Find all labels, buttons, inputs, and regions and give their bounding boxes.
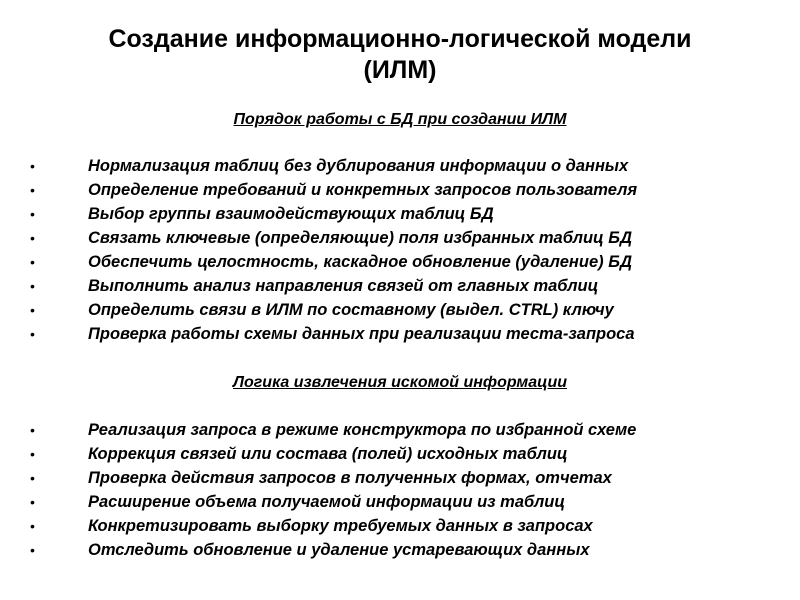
list-item — [0, 154, 800, 178]
list-item-text: Реализация запроса в режиме конструктора по избранной схеме — [88, 421, 637, 439]
section-heading-work-order: Порядок работы с БД при создании ИЛМ — [233, 111, 567, 128]
bullet-icon: • — [30, 494, 35, 510]
list-item — [0, 202, 800, 226]
list-item — [0, 298, 800, 322]
list-item — [0, 538, 800, 562]
bullet-icon: • — [30, 230, 35, 246]
list-item-text: Обеспечить целостность, каскадное обновление (удаление) БД — [88, 253, 633, 271]
bullet-icon: • — [30, 254, 35, 270]
bullet-icon: • — [30, 206, 35, 222]
list-item-text: Выполнить анализ направления связей от главных таблиц — [88, 277, 599, 295]
bullet-icon: • — [30, 446, 35, 462]
title-line-2: (ИЛМ) — [363, 56, 437, 84]
bullet-icon: • — [30, 278, 35, 294]
bullet-icon: • — [30, 182, 35, 198]
list-item-text: Определение требований и конкретных запросов пользователя — [88, 181, 638, 199]
list-item-text: Отследить обновление и удаление устаревающих данных — [88, 541, 590, 559]
list-item-text: Определить связи в ИЛМ по составному (выдел. CTRL) ключу — [88, 301, 614, 319]
list-item-text: Выбор группы взаимодействующих таблиц БД — [88, 205, 494, 223]
list-item — [0, 466, 800, 490]
section-heading-extraction-logic: Логика извлечения искомой информации — [232, 374, 568, 391]
bullet-icon: • — [30, 302, 35, 318]
bullet-icon: • — [30, 542, 35, 558]
list-item — [0, 322, 800, 346]
list-item-text: Коррекция связей или состава (полей) исходных таблиц — [88, 445, 568, 463]
list-item — [0, 514, 800, 538]
list-item — [0, 178, 800, 202]
work-order-list — [0, 154, 800, 346]
page-title — [0, 24, 800, 86]
list-item — [0, 490, 800, 514]
list-item — [0, 226, 800, 250]
list-item-text: Связать ключевые (определяющие) поля избранных таблиц БД — [88, 229, 633, 247]
list-item-text: Проверка работы схемы данных при реализации теста-запроса — [88, 325, 635, 343]
list-item-text: Конкретизировать выборку требуемых данных в запросах — [88, 517, 593, 535]
list-item — [0, 274, 800, 298]
list-item-text: Нормализация таблиц без дублирования информации о данных — [88, 157, 629, 175]
bullet-icon: • — [30, 518, 35, 534]
bullet-icon: • — [30, 158, 35, 174]
extraction-logic-list — [0, 418, 800, 562]
bullet-icon: • — [30, 470, 35, 486]
bullet-icon: • — [30, 326, 35, 342]
list-item — [0, 250, 800, 274]
list-item — [0, 418, 800, 442]
list-item-text: Расширение объема получаемой информации из таблиц — [88, 493, 566, 511]
list-item-text: Проверка действия запросов в полученных формах, отчетах — [88, 469, 612, 487]
list-item — [0, 442, 800, 466]
title-line-1: Создание информационно-логической модели — [108, 25, 692, 53]
bullet-icon: • — [30, 422, 35, 438]
